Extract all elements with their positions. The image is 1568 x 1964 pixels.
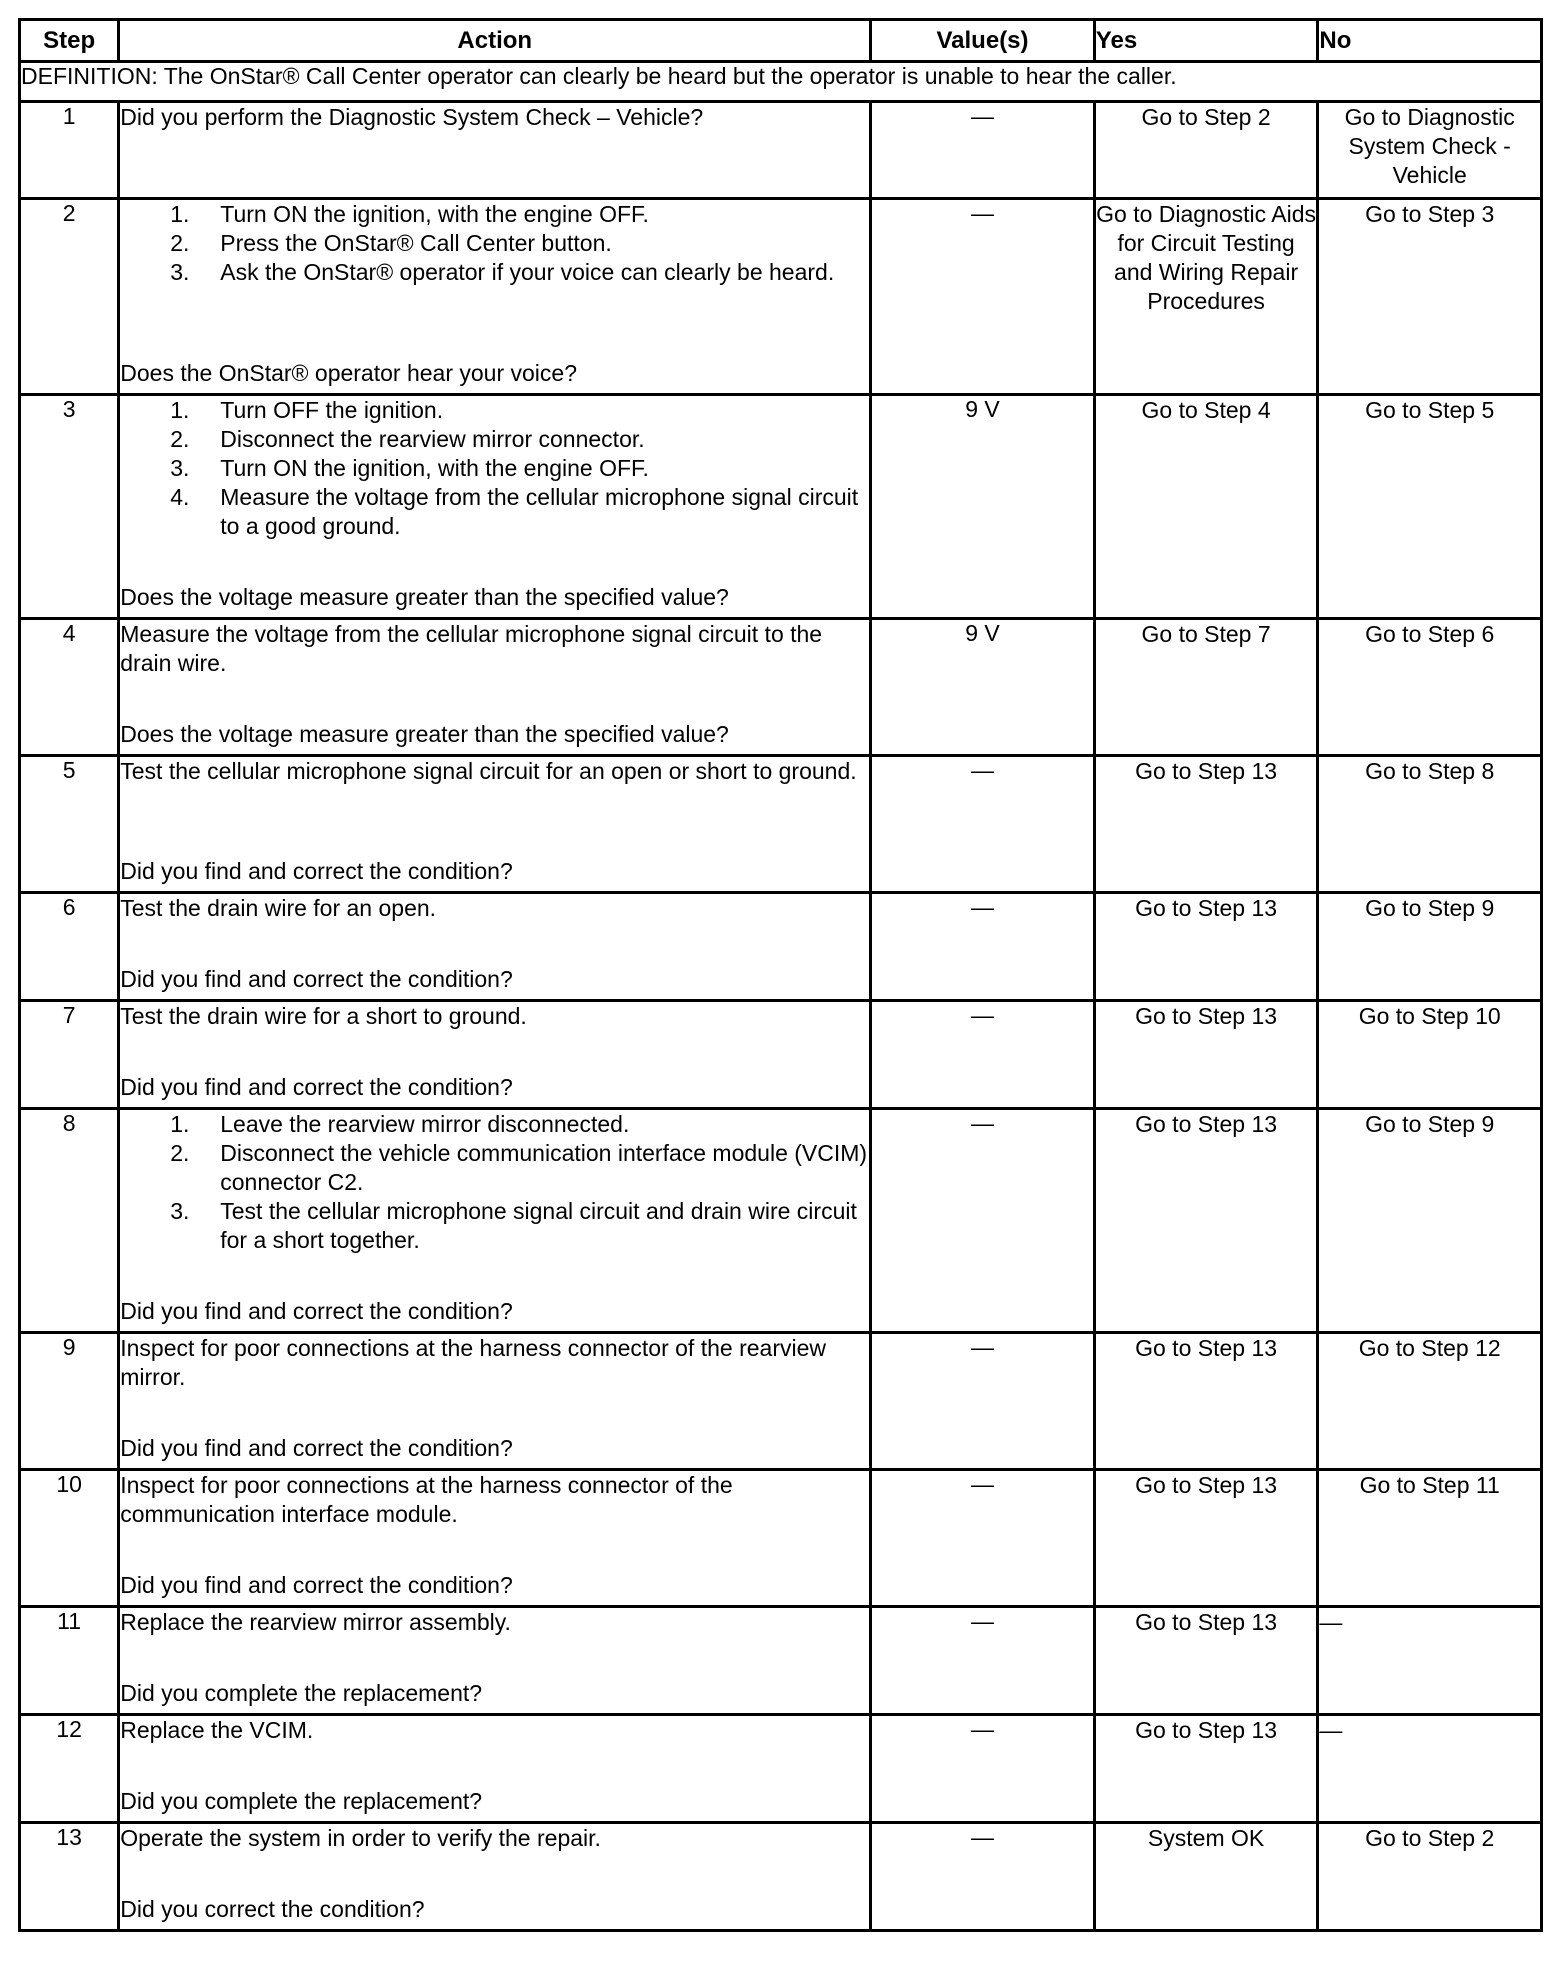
no-result: Go to Step 8 xyxy=(1318,756,1542,893)
step-number: 3 xyxy=(20,395,119,619)
table-row xyxy=(20,756,1542,893)
action-step-item xyxy=(120,396,869,425)
value-cell: — xyxy=(871,893,1095,1001)
action-cell xyxy=(119,1109,871,1333)
action-step-item xyxy=(120,258,869,287)
action-step-item xyxy=(120,483,869,541)
action-step-item xyxy=(120,454,869,483)
action-step-number: 1. xyxy=(170,201,190,227)
value-cell: — xyxy=(871,1607,1095,1715)
action-question: Did you find and correct the condition? xyxy=(120,1298,513,1324)
value-cell: — xyxy=(871,1109,1095,1333)
no-result: Go to Step 12 xyxy=(1318,1333,1542,1470)
table-row xyxy=(20,102,1542,199)
value-cell: — xyxy=(871,1001,1095,1109)
yes-result: Go to Step 13 xyxy=(1094,1607,1318,1715)
value-cell: 9 V xyxy=(871,619,1095,756)
action-step-text: Turn ON the ignition, with the engine OFF. xyxy=(220,201,649,227)
action-instruction: Operate the system in order to verify the repair. xyxy=(120,1825,601,1851)
action-step-number: 3. xyxy=(170,1198,190,1224)
header-no: No xyxy=(1318,20,1542,62)
table-row xyxy=(20,1001,1542,1109)
yes-result: System OK xyxy=(1094,1823,1318,1931)
action-instruction: Inspect for poor connections at the harness connector of the rearview mirror. xyxy=(120,1335,826,1390)
yes-result: Go to Step 13 xyxy=(1094,1333,1318,1470)
yes-result: Go to Step 13 xyxy=(1094,1001,1318,1109)
action-step-item xyxy=(120,229,869,258)
action-step-text: Measure the voltage from the cellular microphone signal circuit to a good ground. xyxy=(220,484,859,539)
action-step-number: 1. xyxy=(170,1111,190,1137)
no-result: Go to Step 3 xyxy=(1318,199,1542,395)
action-cell xyxy=(119,1470,871,1607)
action-cell xyxy=(119,395,871,619)
value-cell: — xyxy=(871,102,1095,199)
table-row xyxy=(20,893,1542,1001)
header-yes: Yes xyxy=(1094,20,1318,62)
value-cell: — xyxy=(871,1470,1095,1607)
definition-text: DEFINITION: The OnStar® Call Center operator can clearly be heard but the operator is unable to hear the caller. xyxy=(20,62,1542,102)
action-step-item xyxy=(120,1197,869,1255)
yes-result: Go to Step 13 xyxy=(1094,893,1318,1001)
table-row xyxy=(20,395,1542,619)
action-instruction: Replace the rearview mirror assembly. xyxy=(120,1609,511,1635)
step-number: 5 xyxy=(20,756,119,893)
table-row xyxy=(20,1470,1542,1607)
header-values: Value(s) xyxy=(871,20,1095,62)
action-cell xyxy=(119,102,871,199)
yes-result: Go to Step 7 xyxy=(1094,619,1318,756)
action-cell xyxy=(119,756,871,893)
header-row xyxy=(20,20,1542,62)
action-question: Did you complete the replacement? xyxy=(120,1788,483,1814)
yes-result: Go to Step 13 xyxy=(1094,1470,1318,1607)
action-instruction: Measure the voltage from the cellular microphone signal circuit to the drain wire. xyxy=(120,621,823,676)
action-step-number: 3. xyxy=(170,455,190,481)
no-result: Go to Step 11 xyxy=(1318,1470,1542,1607)
action-step-text: Disconnect the vehicle communication interface module (VCIM) connector C2. xyxy=(220,1140,868,1195)
value-cell: — xyxy=(871,1823,1095,1931)
value-cell: — xyxy=(871,1715,1095,1823)
value-cell: — xyxy=(871,756,1095,893)
step-number: 1 xyxy=(20,102,119,199)
action-instruction: Replace the VCIM. xyxy=(120,1717,314,1743)
action-instruction: Test the cellular microphone signal circuit for an open or short to ground. xyxy=(120,758,857,784)
action-cell xyxy=(119,1333,871,1470)
step-number: 9 xyxy=(20,1333,119,1470)
action-step-text: Turn OFF the ignition. xyxy=(220,397,444,423)
value-cell: 9 V xyxy=(871,395,1095,619)
action-question: Did you find and correct the condition? xyxy=(120,1572,513,1598)
table-row xyxy=(20,619,1542,756)
action-step-list xyxy=(120,1110,869,1255)
step-number: 11 xyxy=(20,1607,119,1715)
action-step-number: 4. xyxy=(170,484,190,510)
yes-result: Go to Step 2 xyxy=(1094,102,1318,199)
step-number: 7 xyxy=(20,1001,119,1109)
header-step: Step xyxy=(20,20,119,62)
action-instruction: Test the drain wire for an open. xyxy=(120,895,437,921)
action-question: Did you find and correct the condition? xyxy=(120,1074,513,1100)
action-step-item xyxy=(120,425,869,454)
action-cell xyxy=(119,199,871,395)
no-result: Go to Step 6 xyxy=(1318,619,1542,756)
no-result: Go to Step 5 xyxy=(1318,395,1542,619)
yes-result: Go to Step 13 xyxy=(1094,1715,1318,1823)
action-question: Did you find and correct the condition? xyxy=(120,966,513,992)
action-step-item xyxy=(120,1110,869,1139)
action-step-text: Turn ON the ignition, with the engine OFF. xyxy=(220,455,649,481)
table-row xyxy=(20,1715,1542,1823)
action-question: Did you find and correct the condition? xyxy=(120,1435,513,1461)
yes-result: Go to Step 13 xyxy=(1094,1109,1318,1333)
action-step-list xyxy=(120,396,869,541)
table-row xyxy=(20,1823,1542,1931)
action-question: Did you find and correct the condition? xyxy=(120,858,513,884)
table-row xyxy=(20,1109,1542,1333)
step-number: 6 xyxy=(20,893,119,1001)
action-step-number: 2. xyxy=(170,426,190,452)
table-row xyxy=(20,1607,1542,1715)
no-result: — xyxy=(1318,1607,1542,1715)
action-question: Does the OnStar® operator hear your voice? xyxy=(120,360,577,386)
action-step-text: Ask the OnStar® operator if your voice can clearly be heard. xyxy=(220,259,835,285)
action-step-item xyxy=(120,200,869,229)
value-cell: — xyxy=(871,1333,1095,1470)
action-cell xyxy=(119,893,871,1001)
step-number: 12 xyxy=(20,1715,119,1823)
action-instruction: Test the drain wire for a short to ground. xyxy=(120,1003,527,1029)
no-result: Go to Step 2 xyxy=(1318,1823,1542,1931)
no-result: Go to Diagnostic System Check - Vehicle xyxy=(1318,102,1542,199)
step-number: 2 xyxy=(20,199,119,395)
no-result: — xyxy=(1318,1715,1542,1823)
step-number: 8 xyxy=(20,1109,119,1333)
action-cell xyxy=(119,1715,871,1823)
action-step-text: Disconnect the rearview mirror connector. xyxy=(220,426,645,452)
action-step-number: 2. xyxy=(170,230,190,256)
action-step-number: 2. xyxy=(170,1140,190,1166)
action-cell xyxy=(119,1001,871,1109)
no-result: Go to Step 9 xyxy=(1318,893,1542,1001)
action-step-list xyxy=(120,200,869,287)
action-step-text: Test the cellular microphone signal circuit and drain wire circuit for a short together. xyxy=(220,1198,857,1253)
action-step-item xyxy=(120,1139,869,1197)
yes-result: Go to Diagnostic Aids for Circuit Testing and Wiring Repair Procedures xyxy=(1094,199,1318,395)
table-row xyxy=(20,1333,1542,1470)
step-number: 4 xyxy=(20,619,119,756)
header-action: Action xyxy=(119,20,871,62)
diagnostic-table xyxy=(18,18,1543,1932)
action-instruction: Inspect for poor connections at the harness connector of the communication interface module. xyxy=(120,1472,733,1527)
action-question: Does the voltage measure greater than the specified value? xyxy=(120,721,729,747)
step-number: 10 xyxy=(20,1470,119,1607)
yes-result: Go to Step 13 xyxy=(1094,756,1318,893)
no-result: Go to Step 10 xyxy=(1318,1001,1542,1109)
table-row xyxy=(20,199,1542,395)
action-step-text: Leave the rearview mirror disconnected. xyxy=(220,1111,630,1137)
step-number: 13 xyxy=(20,1823,119,1931)
action-step-number: 1. xyxy=(170,397,190,423)
yes-result: Go to Step 4 xyxy=(1094,395,1318,619)
action-step-number: 3. xyxy=(170,259,190,285)
action-step-text: Press the OnStar® Call Center button. xyxy=(220,230,612,256)
action-question: Does the voltage measure greater than the specified value? xyxy=(120,584,729,610)
action-instruction: Did you perform the Diagnostic System Check – Vehicle? xyxy=(120,104,704,130)
definition-row xyxy=(20,62,1542,102)
action-question: Did you correct the condition? xyxy=(120,1896,425,1922)
action-cell xyxy=(119,1823,871,1931)
value-cell: — xyxy=(871,199,1095,395)
action-cell xyxy=(119,1607,871,1715)
action-question: Did you complete the replacement? xyxy=(120,1680,483,1706)
action-cell xyxy=(119,619,871,756)
no-result: Go to Step 9 xyxy=(1318,1109,1542,1333)
